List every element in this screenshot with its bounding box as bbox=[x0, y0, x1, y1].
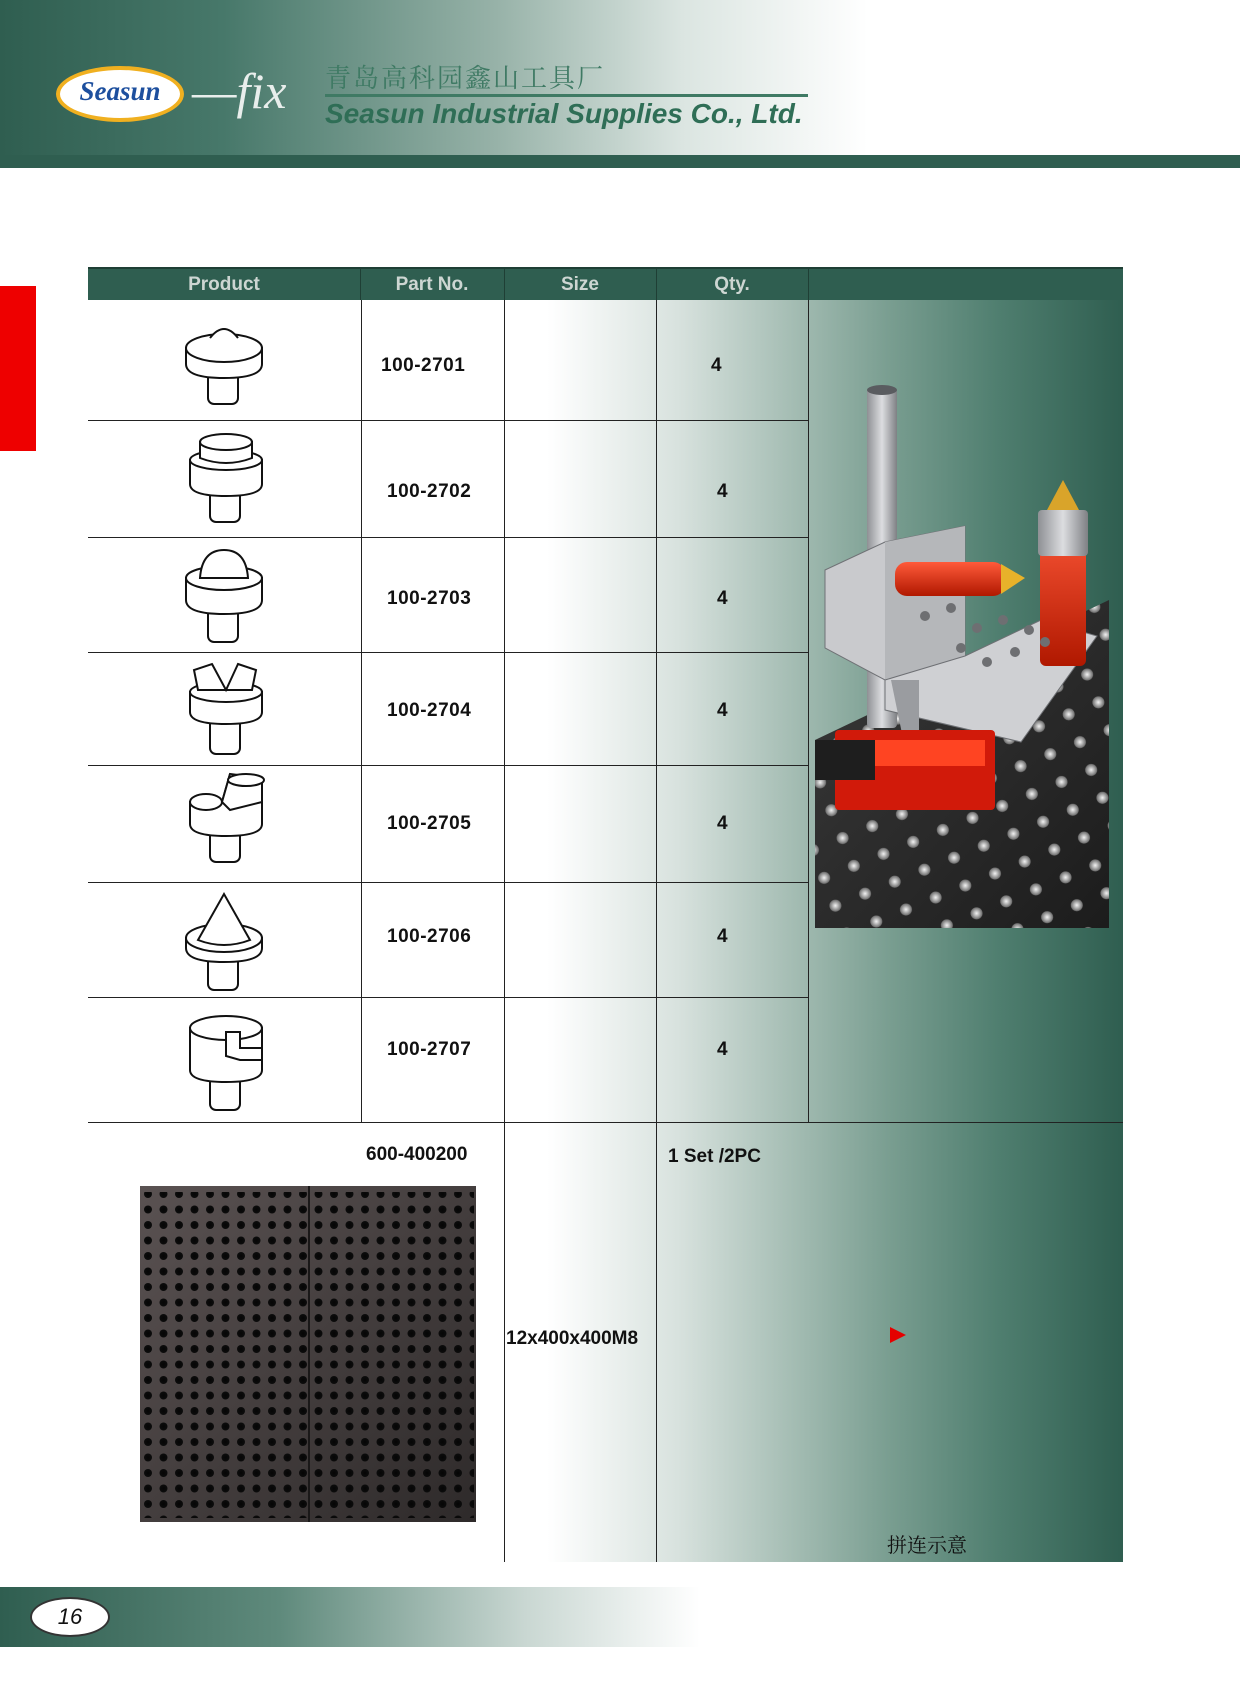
grid-line bbox=[656, 300, 657, 1562]
header-divider bbox=[808, 269, 809, 300]
part-number: 100-2706 bbox=[387, 926, 472, 947]
set-quantity: 1 Set /2PC bbox=[668, 1146, 761, 1167]
row-divider bbox=[88, 765, 808, 766]
ball-top-icon bbox=[180, 540, 270, 650]
flat-top-icon bbox=[182, 428, 272, 528]
logo-suffix: —fix bbox=[192, 63, 287, 119]
set-size: 12x400x400M8 bbox=[506, 1328, 639, 1349]
quantity: 4 bbox=[717, 813, 728, 834]
slot-cut-top-icon bbox=[182, 1008, 272, 1114]
section-tab bbox=[0, 286, 36, 451]
part-number: 100-2702 bbox=[387, 481, 472, 502]
header-qty: Qty. bbox=[714, 274, 750, 295]
header-rule bbox=[0, 155, 1240, 168]
part-number: 100-2703 bbox=[387, 588, 472, 609]
quantity: 4 bbox=[717, 1039, 728, 1060]
quantity: 4 bbox=[717, 926, 728, 947]
row-divider bbox=[88, 652, 808, 653]
header-product: Product bbox=[188, 274, 260, 295]
join-caption: 拼连示意 bbox=[887, 1533, 967, 1557]
logo-text: Seasun bbox=[79, 76, 161, 106]
quantity: 4 bbox=[717, 700, 728, 721]
grid-line bbox=[361, 300, 362, 1122]
part-number: 100-2707 bbox=[387, 1039, 472, 1060]
quantity: 4 bbox=[717, 481, 728, 502]
row-divider bbox=[88, 1122, 1123, 1123]
fixture-photo bbox=[815, 380, 1109, 928]
board-photo bbox=[140, 1186, 476, 1522]
company-name-en: Seasun Industrial Supplies Co., Ltd. bbox=[325, 98, 803, 129]
row-divider bbox=[88, 882, 808, 883]
row-divider bbox=[88, 997, 808, 998]
row-divider bbox=[88, 537, 808, 538]
company-name-cn: 青岛高科园鑫山工具厂 bbox=[325, 64, 606, 94]
quantity: 4 bbox=[717, 588, 728, 609]
page-number: 16 bbox=[57, 1604, 83, 1629]
dome-top-icon bbox=[180, 312, 270, 412]
header-part-no: Part No. bbox=[395, 274, 469, 295]
v-notch-top-icon bbox=[182, 660, 272, 760]
quantity: 4 bbox=[711, 355, 722, 376]
red-arrow-icon bbox=[890, 1327, 906, 1343]
grid-line bbox=[808, 300, 809, 1122]
page-header bbox=[0, 0, 1240, 168]
part-number: 100-2705 bbox=[387, 813, 472, 834]
set-part-number: 600-400200 bbox=[366, 1144, 468, 1165]
step-cut-top-icon bbox=[182, 770, 272, 870]
grid-line bbox=[504, 300, 505, 1562]
company-underline bbox=[325, 94, 808, 97]
part-number: 100-2704 bbox=[387, 700, 472, 721]
row-divider bbox=[88, 420, 808, 421]
cone-point-top-icon bbox=[180, 890, 270, 994]
table-header bbox=[88, 267, 1123, 300]
header-size: Size bbox=[560, 274, 600, 295]
part-number: 100-2701 bbox=[381, 355, 466, 376]
